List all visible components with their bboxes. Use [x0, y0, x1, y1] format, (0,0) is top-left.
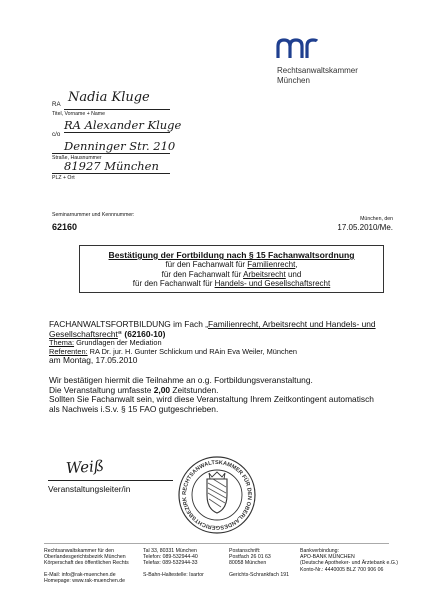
co-handwritten: RA Alexander Kluge: [64, 118, 182, 132]
footer-divider: [44, 543, 389, 544]
footer-col-3: Postanschrift: Postfach 26 01 63 80058 München Gerichts-Schrankfach 191: [229, 548, 289, 578]
seminar-number: 62160: [52, 222, 78, 232]
seal-icon: [177, 455, 257, 535]
box-line-2: für den Fachanwalt für Arbeitsrecht und: [161, 269, 302, 279]
signature-handwritten: Weiß: [65, 456, 105, 478]
official-seal: [177, 455, 257, 535]
seminar-label: Seminarnummer und Kennnummer:: [52, 212, 135, 218]
rak-logo: [276, 38, 406, 94]
co-label: c/o: [52, 131, 61, 138]
plz-label: PLZ + Ort: [52, 175, 75, 181]
course-line-2: Gesellschaftsrecht“ (62160-10): [49, 328, 166, 339]
confirm-line-4: als Nachweis i.S.v. § 15 FAO gutgeschrieben.: [49, 403, 219, 414]
street-line: [52, 153, 170, 154]
name-line: [64, 109, 170, 110]
date-label: München, den: [360, 216, 393, 222]
confirm-line-3: Sollten Sie Fachanwalt sein, wird diese Veranstaltung Ihrem Zeitkontingent automatisch: [49, 394, 374, 405]
thema-line: Thema: Grundlagen der Mediation: [49, 338, 162, 348]
street-label: Straße, Hausnummer: [52, 155, 102, 161]
titel-label: Titel, Vorname + Name: [52, 111, 106, 117]
course-line-1: FACHANWALTSFORTBILDUNG im Fach „Familienrecht, Arbeitsrecht und Handels- und: [49, 319, 376, 329]
signature-line: [48, 480, 173, 481]
logo-line1: Rechtsanwaltskammer: [277, 66, 358, 75]
footer-col-2: Tal 33, 80331 München Telefon: 089-532944-40 Telefax: 089-532944-33 S-Bahn-Haltestelle: Isartor: [143, 548, 204, 578]
ra-prefix: RA: [52, 101, 61, 108]
confirmation-box: [79, 245, 384, 293]
box-line-3: für den Fachanwalt für Handels- und Gesellschaftsrecht: [132, 279, 331, 289]
footer-col-4: Bankverbindung: APO-BANK MÜNCHEN (Deutsche Apotheker- und Ärztebank e.G.) Konto-Nr.: 4440005 BLZ 700 906 06: [300, 548, 399, 573]
confirm-line-1: Wir bestätigen hiermit die Teilnahme an o.g. Fortbildungsveranstaltung.: [49, 375, 313, 385]
seal-ring-text: RECHTSANWALTSKAMMER FÜR DEN OBERLANDESGERICHTSBEZIRK: [181, 459, 253, 531]
city-line: [52, 173, 170, 174]
referenten-line: Referenten: RA Dr. jur. H. Gunter Schlickum und RAin Eva Weiler, München: [49, 346, 297, 356]
date-value: 17.05.2010/Me.: [337, 223, 393, 232]
course-date: am Montag, 17.05.2010: [49, 355, 138, 366]
confirm-line-2: Die Veranstaltung umfasste 2,00 Zeitstunden.: [49, 384, 219, 395]
logo-line2: München: [277, 76, 310, 85]
signature-label: Veranstaltungsleiter/in: [48, 484, 131, 494]
city-handwritten: 81927 München: [64, 159, 159, 173]
co-line: [64, 132, 170, 133]
rak-logo-icon: [276, 38, 318, 60]
svg-text:RECHTSANWALTSKAMMER FÜR DEN OB: [177, 455, 252, 530]
box-line-1: für den Fachanwalt für Familienrecht,: [165, 260, 298, 269]
footer-email[interactable]: E-Mail: info@rak-muenchen.de: [44, 571, 116, 578]
name-handwritten: Nadia Kluge: [68, 90, 150, 105]
street-handwritten: Denninger Str. 210: [64, 139, 176, 153]
box-title: Bestätigung der Fortbildung nach § 15 Fachanwaltsordnung: [108, 250, 355, 260]
footer-homepage[interactable]: Homepage: www.rak-muenchen.de: [44, 577, 126, 584]
footer-col-1: Rechtsanwaltskammer für den Oberlandesgerichtsbezirk München Körperschaft des öffentlichen Rechts E-Mail: info@rak-muenchen.de Homepage: www.rak-muenchen.de: [44, 548, 139, 584]
confirmation-text: [49, 376, 389, 414]
course-block: [49, 320, 379, 366]
